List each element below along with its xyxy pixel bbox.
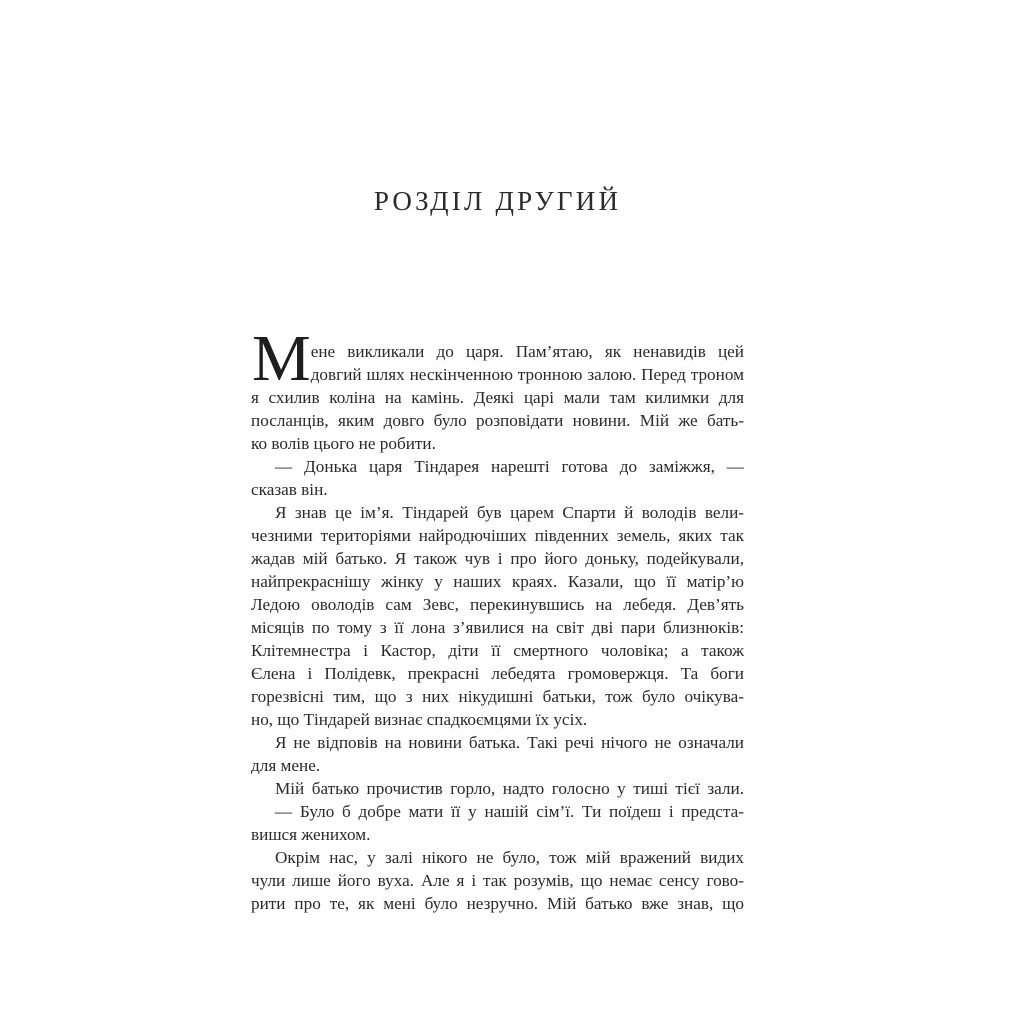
drop-cap: М: [252, 322, 310, 395]
text-line: місяців по тому з її лона з’явилися на світ дві пари близнюків:: [251, 618, 744, 637]
text-line: чезними територіями найродючіших південних земель, яких так: [251, 526, 744, 545]
text-line: Ледою оволодів сам Зевс, перекинувшись на лебедя. Дев’ять: [251, 595, 744, 614]
text-line: ене викликали до царя. Пам’ятаю, як ненавидів цей: [310, 342, 744, 361]
text-line: — Було б добре мати її у нашій сім’ї. Ти поїдеш і предста-: [275, 802, 744, 821]
text-line: — Донька царя Тіндарея нарешті готова до заміжжя, —: [275, 457, 744, 476]
text-line: Єлена і Полідевк, прекрасні лебедята громовержця. Та боги: [251, 664, 744, 683]
text-line: ко волів цього не робити.: [251, 434, 436, 453]
text-line: горезвісні тим, що з них нікудишні батьки, тож було очікува-: [251, 687, 744, 706]
text-line: но, що Тіндарей визнає спадкоємцями їх усіх.: [251, 710, 588, 729]
text-line: Я не відповів на новини батька. Такі речі нічого не означали: [275, 733, 744, 752]
chapter-body: [251, 322, 744, 915]
chapter-title: РОЗДІЛ ДРУГИЙ: [373, 186, 622, 216]
text-line: посланців, яким довго було розповідати новини. Мій же бать-: [251, 411, 744, 430]
text-line: Клітемнестра і Кастор, діти її смертного чоловіка; а також: [251, 641, 744, 660]
text-line: довгий шлях нескінченною тронною залою. Перед троном: [310, 365, 744, 384]
text-line: сказав він.: [251, 480, 328, 499]
text-lines: [251, 340, 744, 915]
text-line: Мій батько прочистив горло, надто голосно у тиші тієї зали.: [275, 779, 744, 798]
text-line: рити про те, як мені було незручно. Мій батько вже знав, що: [251, 894, 744, 913]
text-line: найпрекраснішу жінку у наших краях. Казали, що її матір’ю: [251, 572, 744, 591]
text-line: Окрім нас, у залі нікого не було, тож мій вражений видих: [275, 848, 744, 867]
text-line: чули лише його вуха. Але я і так розумів, що немає сенсу гово-: [251, 871, 744, 890]
text-line: для мене.: [251, 756, 321, 775]
text-line: вишся женихом.: [251, 825, 371, 844]
text-line: Я знав це ім’я. Тіндарей був царем Спарти й володів вели-: [275, 503, 744, 522]
text-line: я схилив коліна на камінь. Деякі царі мали там килимки для: [251, 388, 744, 407]
text-line: жадав мій батько. Я також чув і про його доньку, подейкували,: [251, 549, 744, 568]
